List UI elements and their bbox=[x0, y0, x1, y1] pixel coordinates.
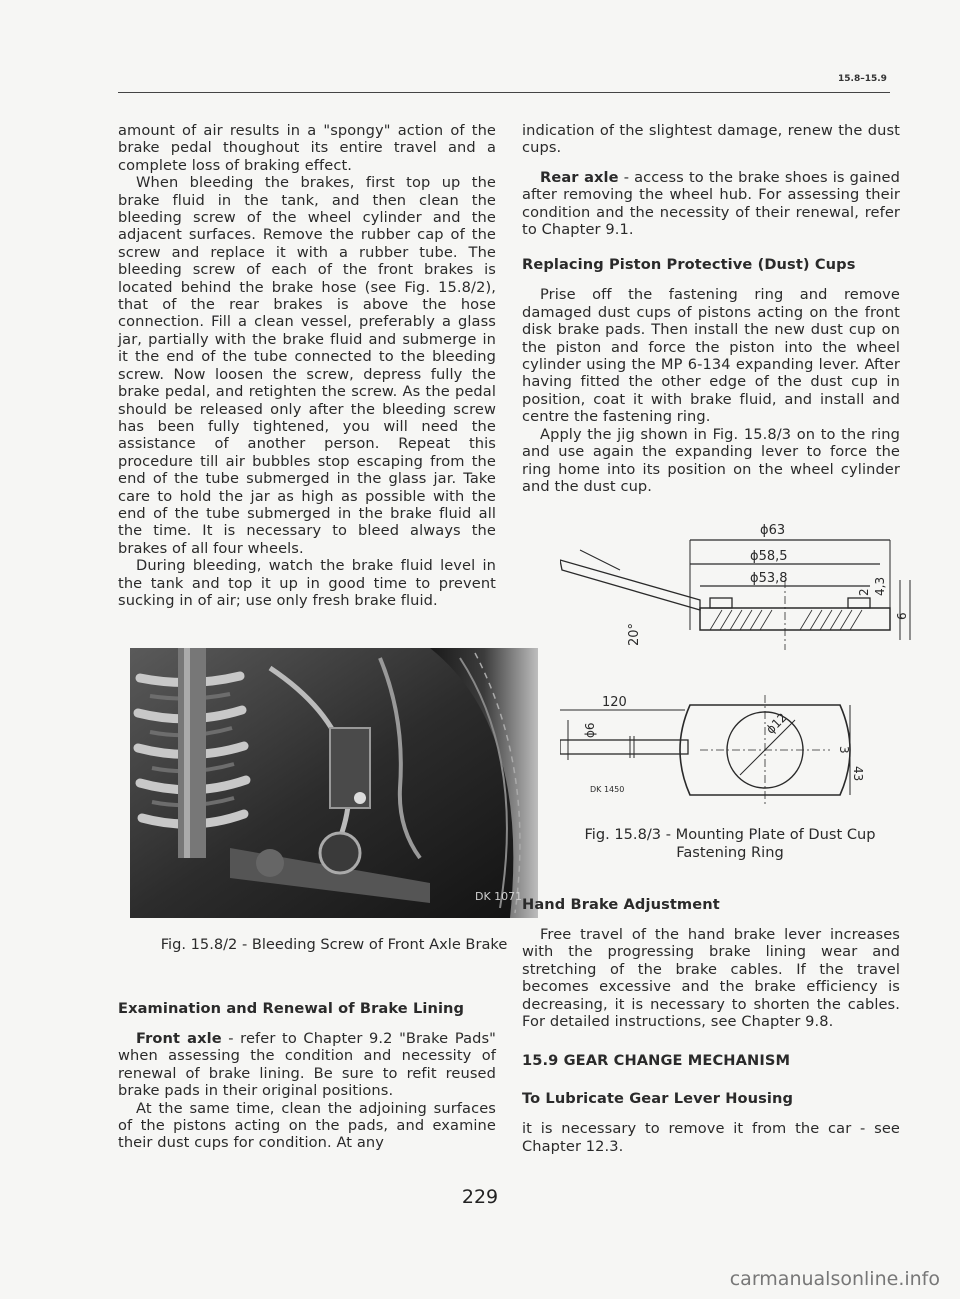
bleeding-screw-photo bbox=[130, 648, 538, 918]
dim-43b: 43 bbox=[851, 766, 865, 782]
dim-d63: ϕ63 bbox=[760, 523, 786, 538]
figure-caption: Fig. 15.8/3 - Mounting Plate of Dust Cup Fastening Ring bbox=[584, 826, 876, 861]
figure-caption: Fig. 15.8/2 - Bleeding Screw of Front Axle Brake bbox=[160, 936, 508, 953]
dim-angle: 20° bbox=[627, 622, 642, 646]
section-heading: Hand Brake Adjustment bbox=[522, 896, 720, 913]
lead-term: Front axle bbox=[136, 1030, 222, 1047]
right-column-bottom bbox=[522, 896, 900, 1155]
dim-3: 3 bbox=[837, 746, 851, 754]
dim-6: 6 bbox=[895, 612, 909, 620]
paragraph: Free travel of the hand brake lever increases with the progressing brake lining wear and stretching of the brake cables. If the travel becomes excessive and the brake efficiency is decreasing, it is necessary to shorten the cables. For detailed instructions, see Chapter 9.8. bbox=[522, 926, 900, 1031]
paragraph: At the same time, clean the adjoining surfaces of the pistons acting on the pads, and examine their dust cups for condition. At any bbox=[118, 1099, 496, 1152]
paragraph: When bleeding the brakes, first top up the brake fluid in the tank, and then clean the bleeding screw of the wheel cylinder and the adjacent surfaces. Remove the rubber cap of the screw and replace it with a rubber tube. The bleeding screw of each of the front brakes is located behind the brake hose (see Fig. 15.8/2), that of the rear brakes is above the hose connection. Fill a clean vessel, preferably a glass jar, partially with the brake fluid and submerge in it the end of the tube connected to the bleeding screw. Now loosen the screw, depress fully the brake pedal, and retighten the screw. As the pedal should be released only after the bleeding screw has been fully tightened, you will need the assistance of another person. Repeat this procedure till air bubbles stop escaping from the end of the tube submerged in the glass jar. Take care to hold the jar as high as possible with the end of the tube submerged in the brake fluid all the time. It is necessary to bleed always the brakes of all four wheels. bbox=[118, 174, 496, 557]
dim-43a: 4,3 bbox=[873, 576, 887, 596]
paragraph: it is necessary to remove it from the car - see Chapter 12.3. bbox=[522, 1120, 900, 1155]
left-column-bottom bbox=[118, 1000, 496, 1152]
left-column-top bbox=[118, 122, 496, 609]
section-range: 15.8–15.9 bbox=[838, 74, 887, 84]
drawing-ref: DK 1450 bbox=[590, 785, 625, 794]
paragraph: Apply the jig shown in Fig. 15.8/3 on to the ring and use again the expanding lever to force the ring home into its position on the wheel cylinder and the dust cup. bbox=[522, 425, 900, 495]
watermark: carmanualsonline.info bbox=[729, 1268, 940, 1290]
header-rule bbox=[118, 92, 890, 93]
lead-term: Rear axle bbox=[540, 168, 619, 186]
dim-d538: ϕ53,8 bbox=[750, 571, 788, 586]
paragraph: indication of the slightest damage, renew the dust cups. bbox=[522, 122, 900, 157]
dim-120: 120 bbox=[602, 695, 627, 710]
dim-d585: ϕ58,5 bbox=[750, 549, 788, 564]
paragraph: amount of air results in a "spongy" action of the brake pedal thoughout its entire travel and a complete loss of braking effect. bbox=[118, 122, 496, 174]
mounting-plate-diagram bbox=[560, 520, 920, 824]
right-column-top bbox=[522, 122, 900, 495]
paragraph bbox=[118, 1030, 496, 1100]
chapter-heading: 15.9 GEAR CHANGE MECHANISM bbox=[522, 1052, 791, 1070]
page-number: 229 bbox=[461, 1186, 499, 1208]
paragraph-text: - access to the brake shoes is gained after removing the wheel hub. For assessing their condition and the necessity of their renewal, refer to Chapter 9.1. bbox=[522, 168, 900, 239]
dim-d6: ϕ6 bbox=[583, 722, 597, 738]
paragraph-text: - refer to Chapter 9.2 "Brake Pads" when assessing the condition and necessity of renewal of brake lining. Be sure to refit reused brake pads in their original positions. bbox=[118, 1030, 496, 1100]
paragraph: Prise off the fastening ring and remove damaged dust cups of pistons acting on the front disk brake pads. Then install the new dust cup on the piston and force the piston into the wheel cylinder using the MP 6-134 expanding lever. After having fitted the other edge of the dust cup in position, coat it with brake fluid, and install and centre the fastening ring. bbox=[522, 286, 900, 426]
photo-label: DK 1071 bbox=[475, 890, 523, 903]
section-heading: Examination and Renewal of Brake Lining bbox=[118, 1000, 465, 1017]
paragraph bbox=[522, 169, 900, 239]
section-heading: Replacing Piston Protective (Dust) Cups bbox=[522, 256, 856, 274]
dim-d12: ϕ12 bbox=[763, 710, 790, 737]
section-heading: To Lubricate Gear Lever Housing bbox=[522, 1090, 794, 1108]
paragraph: During bleeding, watch the brake fluid level in the tank and top it up in good time to prevent sucking in of air; use only fresh brake fluid. bbox=[118, 557, 496, 609]
dim-2: 2 bbox=[857, 588, 871, 596]
